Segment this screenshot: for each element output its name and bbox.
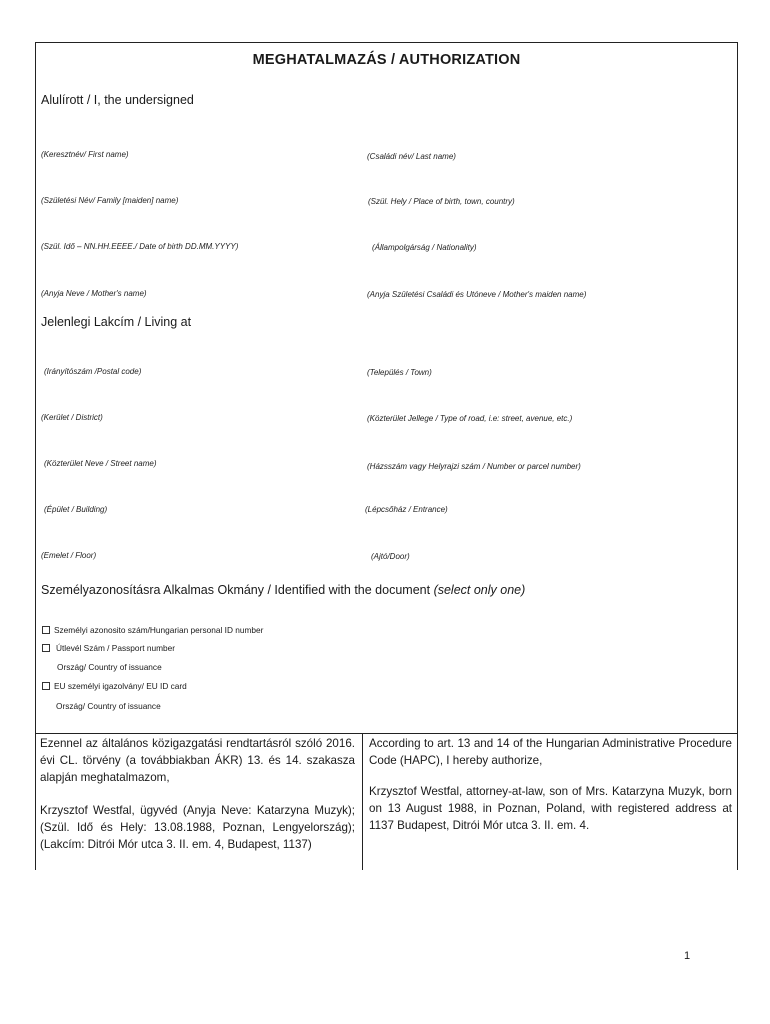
document-heading-text: Személyazonosításra Alkalmas Okmány / Identified with the document [41,583,431,597]
type-of-road-field[interactable]: (Közterület Jellege / Type of road, i.e: street, avenue, etc.) [367,414,573,423]
door-field[interactable]: (Ajtó/Door) [371,552,410,561]
undersigned-label: Alulírott / I, the undersigned [41,93,194,107]
column-divider [362,733,363,870]
town-field[interactable]: (Település / Town) [367,368,432,377]
living-at-label: Jelenlegi Lakcím / Living at [41,315,192,329]
option-eu-id-label: EU személyi igazolvány/ EU ID card [54,681,187,691]
date-of-birth-field[interactable]: (Szül. Idő – NN.HH.EEEE./ Date of birth DD.MM.YYYY) [41,242,239,251]
eu-country-field[interactable]: Ország/ Country of issuance [56,701,161,711]
checkbox-icon[interactable] [42,682,50,690]
hungarian-paragraph-2: Krzysztof Westfal, ügyvéd (Anyja Neve: Katarzyna Muzyk); (Szül. Idő és Hely: 13.08.1988, Poznan, Lengyelország); (Lakcím: Ditrói Mór utca 3. II. em. 4, Budapest, 1137) [40,804,355,851]
mothers-name-field[interactable]: (Anyja Neve / Mother's name) [41,289,147,298]
option-passport[interactable] [42,643,175,653]
option-personal-id[interactable] [42,625,263,635]
option-eu-id[interactable] [42,681,187,691]
document-heading-note: (select only one) [433,583,526,597]
english-paragraph-1: According to art. 13 and 14 of the Hungarian Administrative Procedure Code (HAPC), I hereby authorize, [369,737,732,767]
hungarian-text-column [40,735,355,853]
place-of-birth-field[interactable]: (Szül. Hely / Place of birth, town, country) [368,197,515,206]
option-passport-label: Útlevél Szám / Passport number [56,643,175,653]
postal-code-field[interactable]: (Irányítószám /Postal code) [44,367,142,376]
building-field[interactable]: (Épület / Building) [44,505,108,514]
district-field[interactable]: (Kerület / District) [41,413,103,422]
option-personal-id-label: Személyi azonosito szám/Hungarian personal ID number [54,625,264,635]
floor-field[interactable]: (Emelet / Floor) [41,551,97,560]
english-paragraph-2: Krzysztof Westfal, attorney-at-law, son of Mrs. Katarzyna Muzyk, born on 13 August 1988, in Poznan, Poland, with registered address at 1137 Budapest, Ditrói Mór utca 3. II. em. 4. [369,785,732,832]
document-heading [41,583,525,597]
maiden-name-field[interactable]: (Születési Név/ Family [maiden] name) [41,196,179,205]
page-number: 1 [684,950,691,962]
checkbox-icon[interactable] [42,626,50,634]
document-title: MEGHATALMAZÁS / AUTHORIZATION [252,52,521,68]
street-name-field[interactable]: (Közterület Neve / Street name) [44,459,157,468]
street-number-field[interactable]: (Házsszám vagy Helyrajzi szám / Number or parcel number) [367,462,581,471]
passport-country-field[interactable]: Ország/ Country of issuance [57,662,162,672]
hungarian-paragraph-1: Ezennel az általános közigazgatási rendtartásról szóló 2016. évi CL. törvény (a továbbiakban ÁKR) 13. és 14. szakasza alapján meghatalmazom, [40,737,355,784]
checkbox-icon[interactable] [42,644,50,652]
english-text-column [369,735,732,834]
mothers-maiden-name-field[interactable]: (Anyja Születési Családi és Utóneve / Mother's maiden name) [367,290,587,299]
last-name-field[interactable]: (Családi név/ Last name) [367,152,456,161]
nationality-field[interactable]: (Állampolgárság / Nationality) [372,243,477,252]
entrance-field[interactable]: (Lépcsőház / Entrance) [365,505,448,514]
first-name-field[interactable]: (Keresztnév/ First name) [41,150,129,159]
